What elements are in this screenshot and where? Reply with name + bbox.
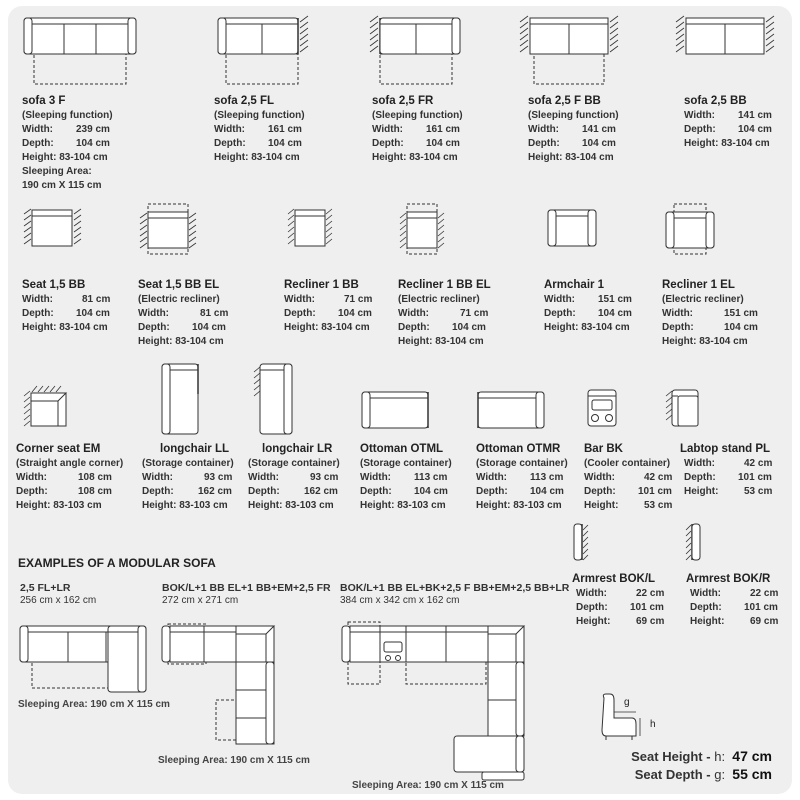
depth-value: 104 cm xyxy=(426,138,460,149)
product-note: (Electric recliner) xyxy=(138,294,220,305)
seat-depth-value: 55 cm xyxy=(732,766,772,782)
seat-depth-spec xyxy=(635,766,772,782)
depth-label: Depth: xyxy=(16,486,48,497)
width-value: 108 cm xyxy=(78,472,112,483)
product-name: Labtop stand PL xyxy=(680,443,771,455)
depth-label: Depth: xyxy=(690,602,722,613)
product-name: Recliner 1 BB xyxy=(284,279,359,291)
width-value: 151 cm xyxy=(724,308,758,319)
height-value: 83-104 cm xyxy=(565,152,614,163)
product-name: Seat 1,5 BB EL xyxy=(138,279,220,291)
product-note: (Sleeping function) xyxy=(528,110,619,121)
product-name: Seat 1,5 BB xyxy=(22,279,86,291)
armrest-bokl-drawing xyxy=(570,520,590,566)
product-name: longchair LR xyxy=(262,443,333,455)
ottoman-otmr-drawing xyxy=(472,388,548,434)
product-name: Armrest BOK/R xyxy=(686,573,771,585)
seat-height-code: h: xyxy=(714,749,726,764)
longchair-ll-drawing xyxy=(158,362,202,438)
width-value: 113 cm xyxy=(530,472,564,483)
height-value: 83-104 cm xyxy=(59,152,108,163)
seat-depth-marker: g xyxy=(624,697,630,708)
height-value: 83-103 cm xyxy=(179,500,228,511)
sleep-value: 190 cm X 115 cm xyxy=(22,180,102,191)
armrest-bokr-drawing xyxy=(684,520,704,566)
depth-label: Depth: xyxy=(662,322,694,333)
height-value: 83-104 cm xyxy=(721,138,770,149)
width-value: 22 cm xyxy=(636,588,665,599)
depth-label: Depth: xyxy=(360,486,392,497)
height-label: Height: xyxy=(544,322,579,333)
height-value: 53 cm xyxy=(644,500,673,511)
depth-value: 104 cm xyxy=(452,322,486,333)
product-note: (Cooler container) xyxy=(584,458,671,469)
height-value: 83-104 cm xyxy=(321,322,370,333)
height-value: 83-103 cm xyxy=(53,500,102,511)
width-label: Width: xyxy=(248,472,280,483)
product-name: longchair LL xyxy=(160,443,229,455)
product-name: Corner seat EM xyxy=(16,443,101,455)
width-value: 22 cm xyxy=(750,588,779,599)
product-note: (Storage container) xyxy=(248,458,340,469)
width-label: Width: xyxy=(576,588,608,599)
product-name: sofa 2,5 FR xyxy=(372,95,434,107)
depth-value: 104 cm xyxy=(738,124,772,135)
depth-label: Depth: xyxy=(544,308,576,319)
height-label: Height: xyxy=(690,616,725,627)
product-name: Ottoman OTMR xyxy=(476,443,561,455)
product-labtop-stand-pl xyxy=(680,442,772,499)
example-2-sleep: Sleeping Area: 190 cm X 115 cm xyxy=(158,755,310,766)
recliner-1bb-drawing xyxy=(286,206,336,252)
seat-height-marker: h xyxy=(650,719,656,730)
height-value: 83-104 cm xyxy=(59,322,108,333)
width-label: Width: xyxy=(584,472,616,483)
product-name: Armrest BOK/L xyxy=(572,573,656,585)
depth-value: 162 cm xyxy=(198,486,232,497)
width-label: Width: xyxy=(684,458,716,469)
width-value: 161 cm xyxy=(426,124,460,135)
height-value: 83-104 cm xyxy=(251,152,300,163)
depth-value: 104 cm xyxy=(76,138,110,149)
product-seat-15bbel xyxy=(138,278,228,349)
product-name: Ottoman OTML xyxy=(360,443,444,455)
recliner-1bbel-drawing xyxy=(398,202,448,258)
width-value: 71 cm xyxy=(460,308,489,319)
longchair-lr-drawing xyxy=(252,362,296,438)
depth-label: Depth: xyxy=(584,486,616,497)
product-ottoman-otmr xyxy=(476,442,568,513)
width-value: 81 cm xyxy=(82,294,111,305)
product-name: sofa 2,5 FL xyxy=(214,95,275,107)
height-value: 83-104 cm xyxy=(581,322,630,333)
height-value: 69 cm xyxy=(750,616,779,627)
depth-label: Depth: xyxy=(398,322,430,333)
depth-label: Depth: xyxy=(576,602,608,613)
depth-value: 104 cm xyxy=(530,486,564,497)
product-armrest-bokr xyxy=(686,572,778,629)
product-note: (Electric recliner) xyxy=(662,294,744,305)
product-armchair-1 xyxy=(544,278,632,335)
depth-label: Depth: xyxy=(284,308,316,319)
height-label: Height: xyxy=(16,500,51,511)
depth-label: Depth: xyxy=(22,308,54,319)
width-label: Width: xyxy=(662,308,694,319)
examples-title: EXAMPLES OF A MODULAR SOFA xyxy=(18,556,216,570)
product-recliner-1bbel xyxy=(398,278,491,349)
product-note: (Sleeping function) xyxy=(22,110,113,121)
product-note: (Electric recliner) xyxy=(398,294,480,305)
product-note: (Storage container) xyxy=(142,458,234,469)
example-name: BOK/L+1 BB EL+1 BB+EM+2,5 FR xyxy=(162,582,331,594)
sleep-label: Sleeping Area: xyxy=(22,166,92,177)
height-label: Height: xyxy=(576,616,611,627)
height-label: Height: xyxy=(22,152,57,163)
example-1-sleep: Sleeping Area: 190 cm X 115 cm xyxy=(18,699,170,710)
height-label: Height: xyxy=(284,322,319,333)
height-value: 83-104 cm xyxy=(435,336,484,347)
height-label: Height: xyxy=(248,500,283,511)
example-dims: 384 cm x 342 cm x 162 cm xyxy=(340,595,460,606)
width-value: 141 cm xyxy=(582,124,616,135)
product-longchair-ll xyxy=(142,442,234,513)
sofa-25fl-drawing xyxy=(214,14,314,88)
height-label: Height: xyxy=(372,152,407,163)
example-dims: 256 cm x 162 cm xyxy=(20,595,97,606)
height-value: 83-104 cm xyxy=(175,336,224,347)
depth-label: Depth: xyxy=(684,472,716,483)
seat-15bb-drawing xyxy=(22,206,86,252)
product-name: Armchair 1 xyxy=(544,279,605,291)
product-sofa-25fbb xyxy=(528,94,619,165)
width-label: Width: xyxy=(214,124,246,135)
product-longchair-lr xyxy=(248,442,340,513)
height-label: Height: xyxy=(684,486,719,497)
height-label: Height: xyxy=(528,152,563,163)
example-1-header xyxy=(20,582,96,607)
seat-depth-label: Seat Depth - xyxy=(634,767,711,782)
product-recliner-1el xyxy=(662,278,758,349)
product-sofa-3f xyxy=(22,94,113,193)
corner-seat-em-drawing xyxy=(22,384,72,430)
depth-label: Depth: xyxy=(22,138,54,149)
width-label: Width: xyxy=(22,124,54,135)
product-sofa-25bb xyxy=(684,94,772,151)
width-value: 161 cm xyxy=(268,124,302,135)
product-sofa-25fl xyxy=(214,94,305,165)
sofa-25fbb-drawing xyxy=(518,14,622,88)
depth-value: 104 cm xyxy=(338,308,372,319)
depth-value: 108 cm xyxy=(78,486,112,497)
product-bar-bk xyxy=(584,442,672,513)
recliner-1el-drawing xyxy=(662,202,718,258)
example-3-sleep: Sleeping Area: 190 cm X 115 cm xyxy=(352,780,504,791)
product-name: sofa 3 F xyxy=(22,95,66,107)
depth-value: 104 cm xyxy=(414,486,448,497)
example-dims: 272 cm x 271 cm xyxy=(162,595,239,606)
width-label: Width: xyxy=(528,124,560,135)
height-value: 83-104 cm xyxy=(699,336,748,347)
depth-value: 162 cm xyxy=(304,486,338,497)
product-note: (Sleeping function) xyxy=(214,110,305,121)
sofa-3f-drawing xyxy=(20,14,140,88)
width-label: Width: xyxy=(476,472,508,483)
ottoman-otml-drawing xyxy=(358,388,434,434)
height-value: 53 cm xyxy=(744,486,773,497)
width-value: 151 cm xyxy=(598,294,632,305)
seat-height-label: Seat Height - xyxy=(631,749,711,764)
height-label: Height: xyxy=(138,336,173,347)
height-label: Height: xyxy=(476,500,511,511)
width-label: Width: xyxy=(544,294,576,305)
depth-value: 101 cm xyxy=(638,486,672,497)
width-label: Width: xyxy=(16,472,48,483)
width-value: 42 cm xyxy=(744,458,773,469)
seat-height-spec xyxy=(631,748,772,764)
height-value: 83-103 cm xyxy=(513,500,562,511)
depth-label: Depth: xyxy=(214,138,246,149)
product-name: sofa 2,5 F BB xyxy=(528,95,601,107)
product-note: (Sleeping function) xyxy=(372,110,463,121)
width-label: Width: xyxy=(284,294,316,305)
depth-value: 101 cm xyxy=(744,602,778,613)
depth-value: 104 cm xyxy=(192,322,226,333)
depth-label: Depth: xyxy=(372,138,404,149)
height-value: 83-103 cm xyxy=(397,500,446,511)
width-value: 93 cm xyxy=(310,472,339,483)
depth-value: 104 cm xyxy=(598,308,632,319)
height-label: Height: xyxy=(214,152,249,163)
height-label: Height: xyxy=(662,336,697,347)
width-value: 141 cm xyxy=(738,110,772,121)
width-value: 239 cm xyxy=(76,124,110,135)
labtop-stand-pl-drawing xyxy=(664,386,704,434)
sofa-25fr-drawing xyxy=(366,14,466,88)
product-name: Recliner 1 BB EL xyxy=(398,279,491,291)
product-name: Bar BK xyxy=(584,443,623,455)
depth-label: Depth: xyxy=(528,138,560,149)
depth-value: 104 cm xyxy=(76,308,110,319)
depth-value: 101 cm xyxy=(738,472,772,483)
depth-label: Depth: xyxy=(142,486,174,497)
depth-label: Depth: xyxy=(248,486,280,497)
width-label: Width: xyxy=(360,472,392,483)
width-value: 71 cm xyxy=(344,294,373,305)
height-value: 83-104 cm xyxy=(409,152,458,163)
product-note: (Storage container) xyxy=(360,458,452,469)
width-label: Width: xyxy=(398,308,430,319)
example-1-drawing xyxy=(18,620,148,696)
height-value: 83-103 cm xyxy=(285,500,334,511)
depth-value: 101 cm xyxy=(630,602,664,613)
width-value: 113 cm xyxy=(414,472,448,483)
height-label: Height: xyxy=(684,138,719,149)
height-label: Height: xyxy=(360,500,395,511)
seat-depth-code: g: xyxy=(714,767,726,782)
depth-value: 104 cm xyxy=(268,138,302,149)
depth-value: 104 cm xyxy=(582,138,616,149)
width-label: Width: xyxy=(372,124,404,135)
armchair-1-drawing xyxy=(544,206,600,252)
height-label: Height: xyxy=(584,500,619,511)
depth-value: 104 cm xyxy=(724,322,758,333)
width-label: Width: xyxy=(684,110,716,121)
product-name: Recliner 1 EL xyxy=(662,279,735,291)
height-label: Height: xyxy=(142,500,177,511)
bar-bk-drawing xyxy=(584,386,620,434)
example-name: 2,5 FL+LR xyxy=(20,582,71,594)
product-sofa-25fr xyxy=(372,94,463,165)
width-label: Width: xyxy=(138,308,170,319)
height-label: Height: xyxy=(22,322,57,333)
seat-15bbel-drawing xyxy=(138,202,198,258)
product-seat-15bb xyxy=(22,278,110,335)
width-label: Width: xyxy=(142,472,174,483)
product-note: (Storage container) xyxy=(476,458,568,469)
example-3-drawing xyxy=(340,614,530,784)
example-2-drawing xyxy=(160,614,280,750)
product-note: (Straight angle corner) xyxy=(16,458,124,469)
product-recliner-1bb xyxy=(284,278,372,335)
product-name: sofa 2,5 BB xyxy=(684,95,747,107)
depth-label: Depth: xyxy=(476,486,508,497)
height-label: Height: xyxy=(398,336,433,347)
product-armrest-bokl xyxy=(572,572,664,629)
depth-label: Depth: xyxy=(684,124,716,135)
example-3-header xyxy=(340,582,569,607)
width-value: 81 cm xyxy=(200,308,229,319)
product-corner-seat-em xyxy=(16,442,123,513)
width-label: Width: xyxy=(22,294,54,305)
height-value: 69 cm xyxy=(636,616,665,627)
depth-label: Depth: xyxy=(138,322,170,333)
example-2-header xyxy=(162,582,331,607)
sofa-25bb-drawing xyxy=(674,14,778,60)
example-name: BOK/L+1 BB EL+BK+2,5 F BB+EM+2,5 BB+LR xyxy=(340,582,570,594)
width-value: 93 cm xyxy=(204,472,233,483)
seat-height-value: 47 cm xyxy=(732,748,772,764)
product-ottoman-otml xyxy=(360,442,452,513)
width-label: Width: xyxy=(690,588,722,599)
width-value: 42 cm xyxy=(644,472,673,483)
